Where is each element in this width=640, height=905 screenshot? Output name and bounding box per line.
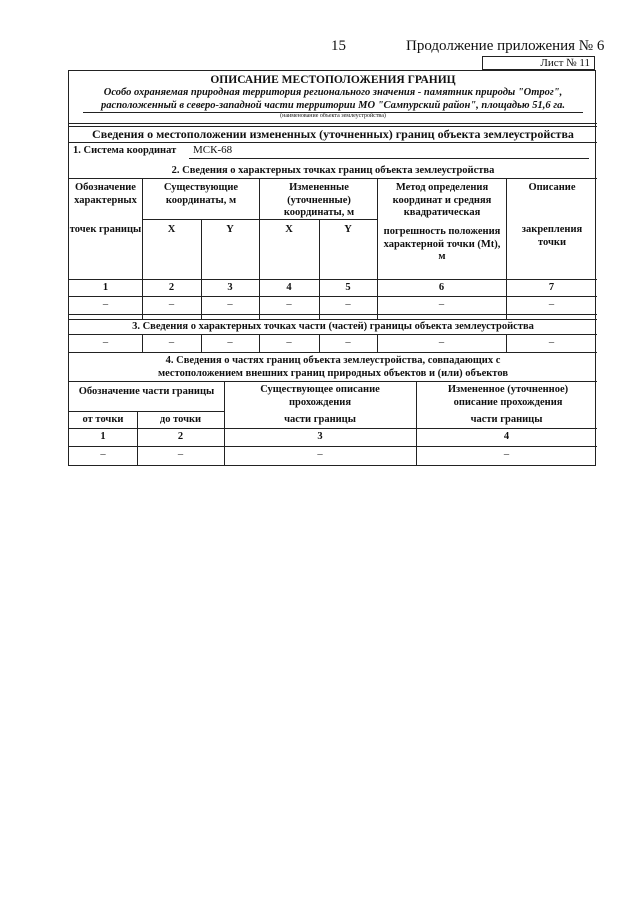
empty-cell: – [503, 449, 510, 460]
empty-cell: – [438, 299, 445, 310]
empty-cell: – [100, 449, 106, 460]
col-num: 5 [345, 282, 351, 293]
col-num: 1 [100, 431, 106, 442]
col-y-existing: Y [226, 224, 234, 235]
object-line-1: Особо охраняемая природная территория регионального значения - памятник природы "Отрог", [103, 87, 563, 98]
section3-title: 3. Сведения о характерных точках части (частей) границы объекта землеустройства [132, 321, 534, 332]
empty-cell: – [102, 337, 109, 348]
col-num: 6 [438, 282, 445, 293]
page-number: 15 [331, 38, 346, 54]
col-point-header: Обозначение характерных [74, 182, 137, 206]
empty-cell: – [102, 299, 109, 310]
empty-cell: – [317, 449, 323, 460]
col-changed-desc-header: Измененное (уточненное) описание прохождения [447, 384, 569, 408]
empty-cell: – [548, 299, 555, 310]
col-existing-header: Существующие координаты, м [163, 182, 239, 206]
object-caption: (наименование объекта землеустройства) [280, 113, 386, 119]
col-changed-desc-header-2: части границы [470, 414, 543, 425]
col-changed-header: Измененные (уточненные) координаты, м [283, 182, 355, 218]
col-x-changed: X [285, 224, 293, 235]
document-frame [68, 70, 596, 466]
sheet-number: Лист № 11 [482, 56, 595, 70]
col-num: 3 [227, 282, 233, 293]
empty-cell: – [227, 299, 233, 310]
section4-title-1: 4. Сведения о частях границ объекта землеустройства, совпадающих с [165, 355, 501, 366]
col-num: 2 [168, 282, 175, 293]
col-from-header: от точки [82, 414, 124, 425]
empty-cell: – [345, 337, 351, 348]
col-method-header: Метод определения координат и средняя квадратическая [392, 182, 492, 218]
empty-cell: – [286, 299, 292, 310]
empty-cell: – [168, 299, 175, 310]
col-num: 2 [177, 431, 184, 442]
col-num: 1 [102, 282, 109, 293]
col-part-header: Обозначение части границы [78, 386, 215, 397]
col-desc-header: Описание [528, 182, 576, 193]
col-point-header-2: точек границы [69, 224, 142, 235]
coord-system-value: МСК-68 [193, 144, 233, 156]
empty-cell: – [177, 449, 184, 460]
col-num: 3 [317, 431, 323, 442]
object-line-2: расположенный в северо-западной части территории МО "Сампурский район", площадью 51,6 га. [101, 100, 565, 111]
empty-cell: – [227, 337, 233, 348]
col-num: 4 [286, 282, 292, 293]
col-to-header: до точки [159, 414, 202, 425]
empty-cell: – [168, 337, 175, 348]
empty-cell: – [286, 337, 292, 348]
empty-cell: – [345, 299, 351, 310]
col-x-existing: X [167, 224, 176, 235]
section4-title-2: местоположением внешних границ природных объектов и (или) объектов [157, 368, 508, 379]
col-method-header-2: погрешность положения характерной точки (Mt), м [383, 226, 501, 262]
col-num: 7 [548, 282, 555, 293]
col-existing-desc-header-2: части границы [284, 414, 356, 425]
appendix-continuation: Продолжение приложения № 6 [406, 38, 605, 54]
col-desc-header-2: закрепления точки [521, 224, 583, 248]
empty-cell: – [438, 337, 445, 348]
section2-title: 2. Сведения о характерных точках границ объекта землеустройства [171, 165, 495, 176]
col-existing-desc-header: Существующее описание прохождения [260, 384, 380, 408]
section-main-title: Сведения о местоположении измененных (уточненных) границ объекта землеустройства [92, 127, 574, 141]
coord-system-label: 1. Система координат [73, 145, 177, 156]
document-heading: ОПИСАНИЕ МЕСТОПОЛОЖЕНИЯ ГРАНИЦ [210, 74, 456, 86]
empty-cell: – [548, 337, 555, 348]
col-num: 4 [503, 431, 510, 442]
col-y-changed: Y [344, 224, 352, 235]
